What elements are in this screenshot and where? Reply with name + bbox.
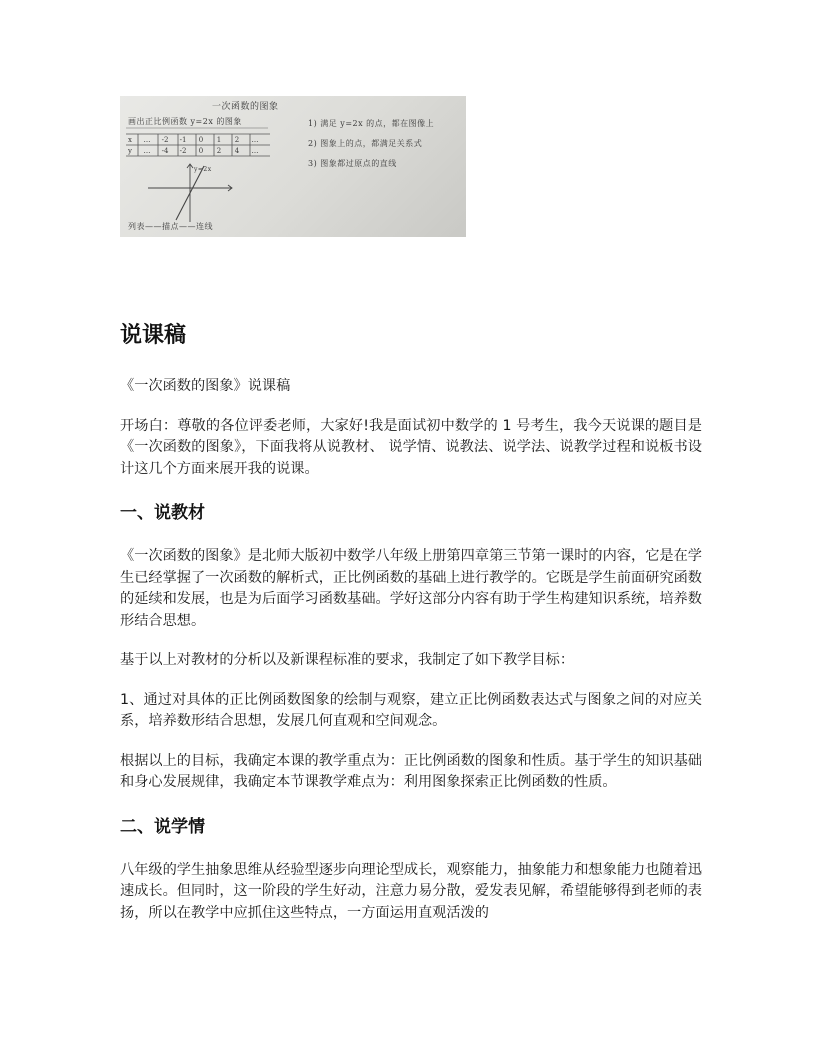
section-1-paragraph-3: 1、通过对具体的正比例函数图象的绘制与观察，建立正比例函数表达式与图象之间的对应关系，培养数形结合思想，发展几何直观和空间观念。 xyxy=(120,691,702,729)
table-cell: … xyxy=(143,147,151,155)
board-note-2: 2) 图象上的点，都满足关系式 xyxy=(308,139,423,148)
table-cell: 0 xyxy=(198,147,204,155)
board-title: 一次函数的图象 xyxy=(212,102,279,112)
document-subtitle: 《一次函数的图象》说课稿 xyxy=(120,378,291,394)
section-1-paragraph-1: 《一次函数的图象》是北师大版初中数学八年级上册第四章第三节第一课时的内容，它是在学生已经掌握了一次函数的解析式，正比例函数的基础上进行教学的。它既是学生前面研究函数的延续和发展，也是为后面学习函数基础。学好这部分内容有助于学生构建知识系统，培养数形结合思想。 xyxy=(120,548,702,629)
table-cell: 2 xyxy=(234,136,240,144)
board-note-3: 3) 图象都过原点的直线 xyxy=(308,159,397,168)
blackboard-photo xyxy=(120,96,466,237)
table-cell: 4 xyxy=(234,147,240,155)
table-cell: -2 xyxy=(161,136,169,144)
document-body xyxy=(120,318,702,924)
table-cell: -4 xyxy=(161,147,169,155)
board-bottom-note: 列表——描点——连线 xyxy=(128,222,213,231)
document-title: 说课稿 xyxy=(120,323,187,348)
table-cell: … xyxy=(251,136,259,144)
table-cell: … xyxy=(143,136,151,144)
board-note-1: 1) 满足 y=2x 的点，都在图像上 xyxy=(308,119,435,128)
table-cell: -1 xyxy=(179,136,187,144)
intro-paragraph: 开场白：尊敬的各位评委老师，大家好!我是面试初中数学的 1 号考生，我今天说课的题目是《一次函数的图象》，下面我将从说教材、 说学情、说教法、说学法、说教学过程和说板书设计这几个方面来展开我的说课。 xyxy=(120,417,702,477)
section-2-heading: 二、说学情 xyxy=(120,816,205,837)
table-x-label: x xyxy=(128,136,132,144)
graph-label: y=2x xyxy=(194,166,212,173)
section-1-paragraph-2: 基于以上对教材的分析以及新课程标准的要求，我制定了如下教学目标： xyxy=(120,652,575,668)
table-cell: … xyxy=(251,147,259,155)
section-1-paragraph-4: 根据以上的目标，我确定本课的教学重点为：正比例函数的图象和性质。基于学生的知识基础和身心发展规律，我确定本节课教学难点为：利用图象探索正比例函数的性质。 xyxy=(120,752,702,790)
section-1-heading: 一、说教材 xyxy=(120,503,205,523)
section-2-paragraph-1: 八年级的学生抽象思维从经验型逐步向理论型成长，观察能力，抽象能力和想象能力也随着迅速成长。但同时，这一阶段的学生好动，注意力易分散，爱发表见解，希望能够得到老师的表扬，所以在教学中应抓住这些特点，一方面运用直观活泼的 xyxy=(120,861,702,921)
table-y-label: y xyxy=(128,147,132,155)
board-task: 画出正比例函数 y=2x 的图象 xyxy=(128,117,242,126)
table-cell: 1 xyxy=(216,136,222,144)
table-cell: -2 xyxy=(179,147,187,155)
table-cell: 2 xyxy=(216,147,222,155)
table-cell: 0 xyxy=(198,136,204,144)
